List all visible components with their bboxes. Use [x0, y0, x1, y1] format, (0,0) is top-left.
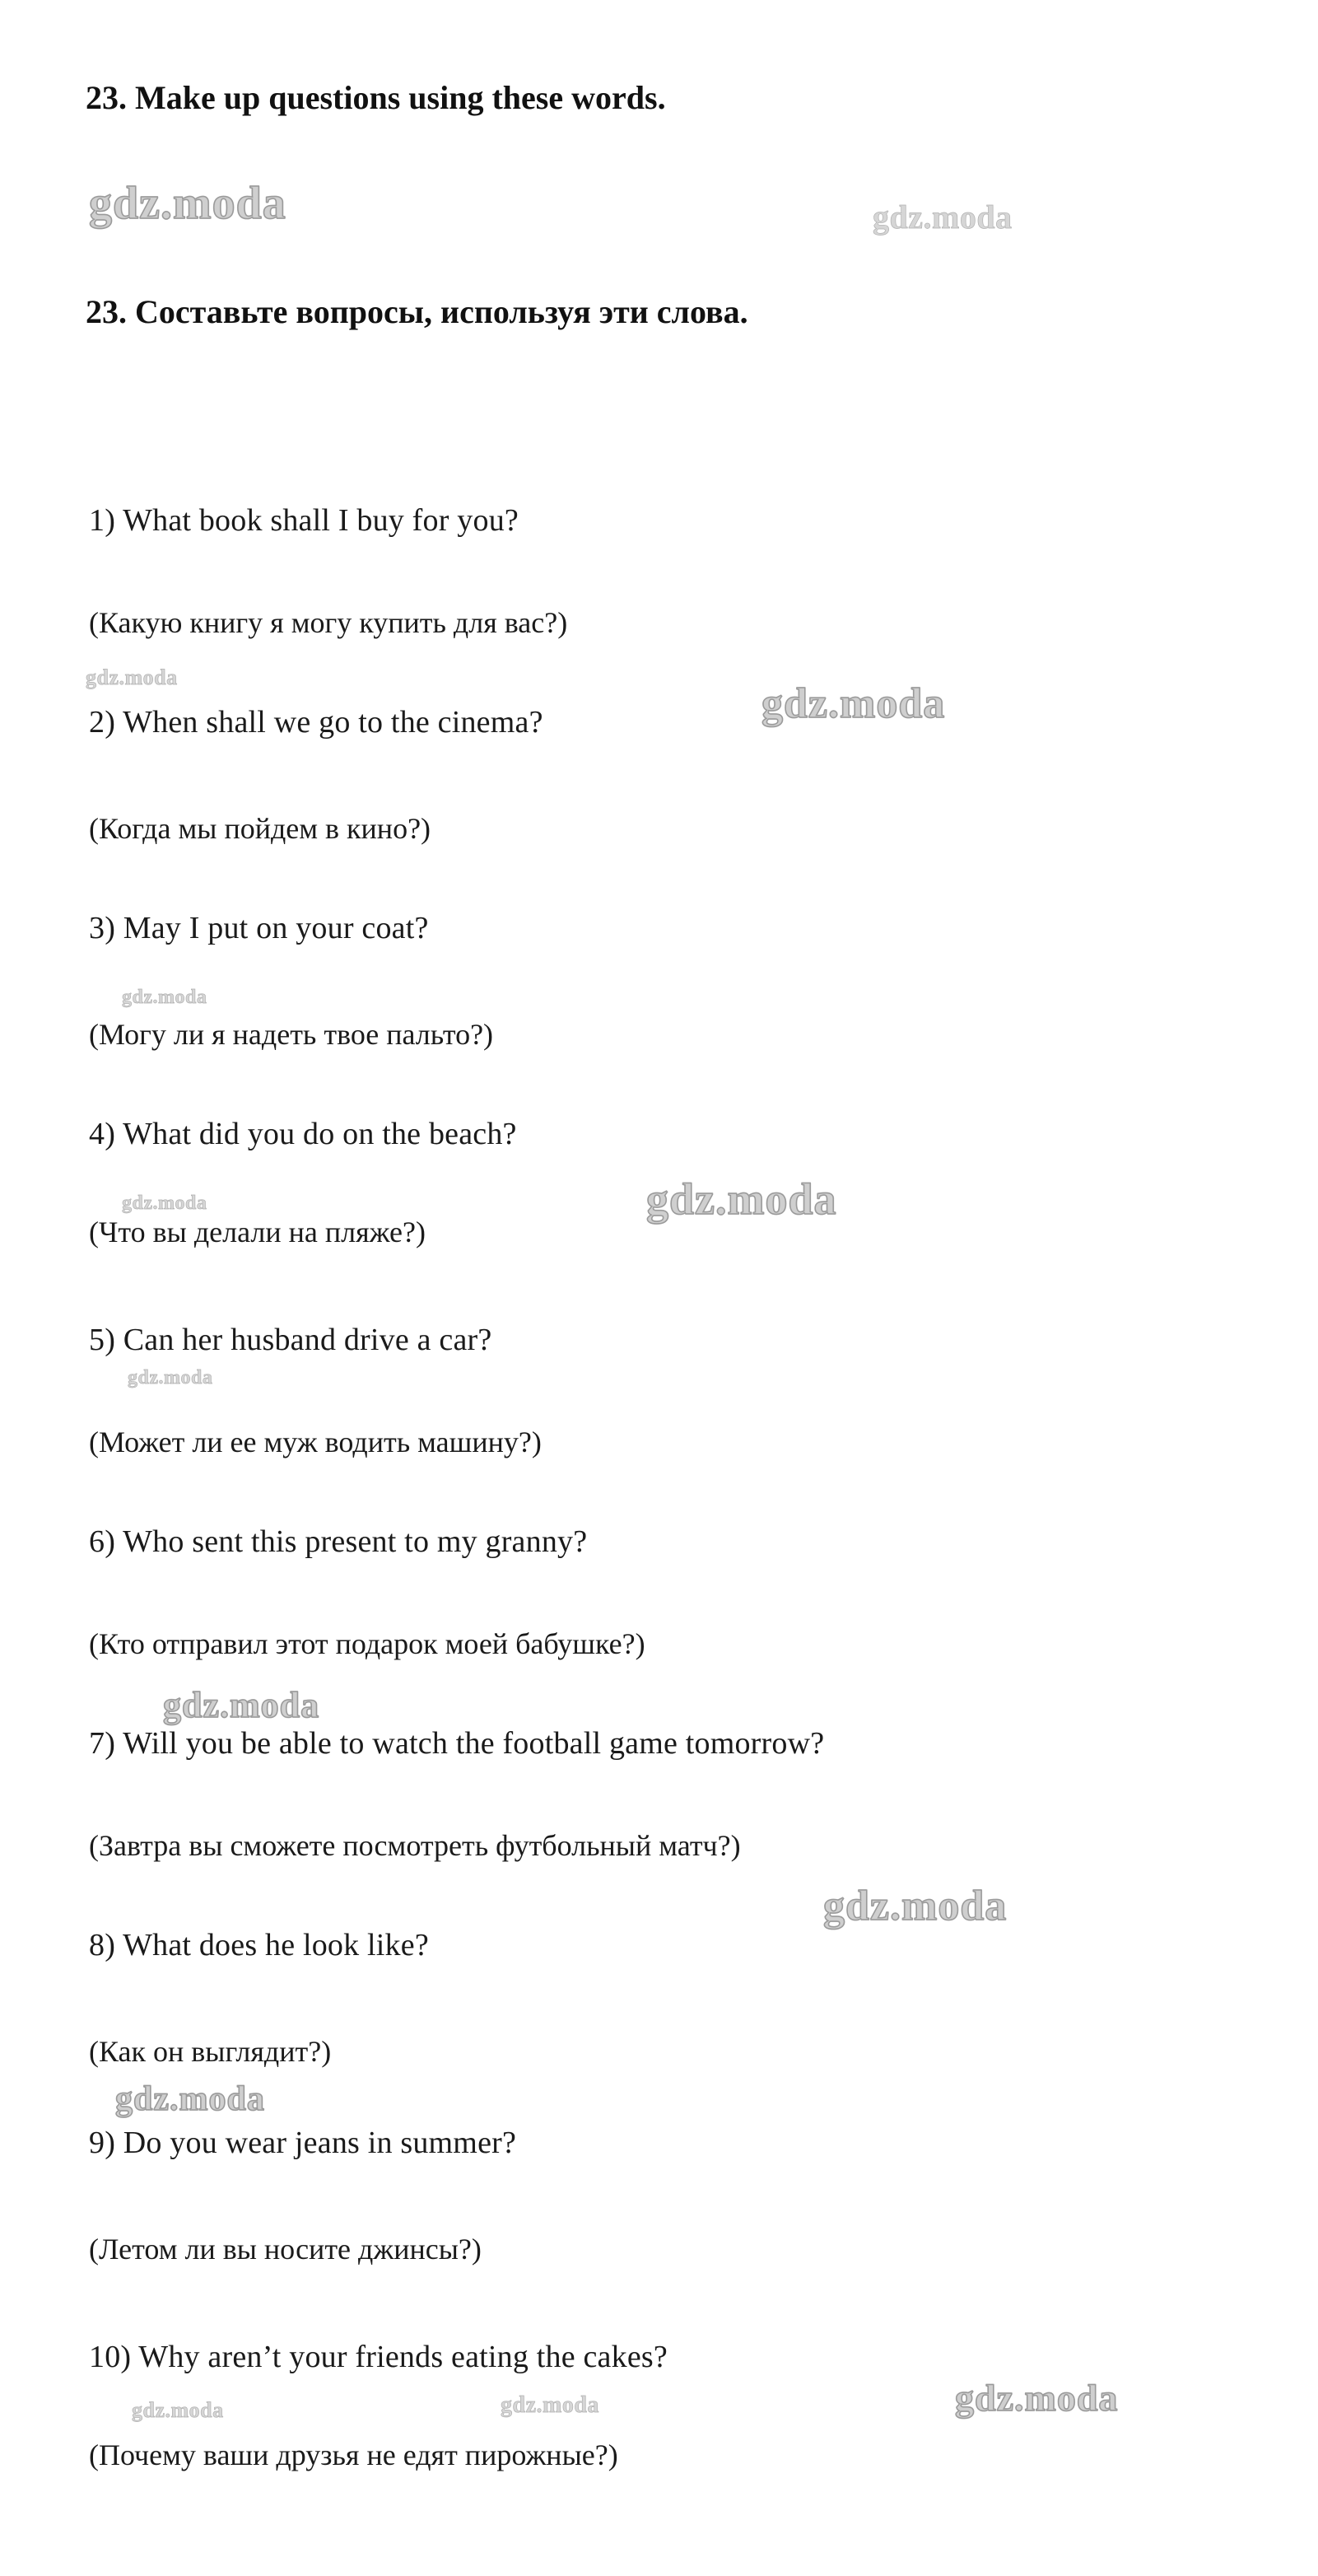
question-item: 9) Do you wear jeans in summer? [89, 2126, 517, 2160]
watermark-gdz-moda: gdz.moda [955, 2377, 1119, 2419]
watermark-gdz-moda: gdz.moda [115, 2080, 265, 2118]
watermark-gdz-moda: gdz.moda [873, 198, 1013, 236]
translation-item: (Летом ли вы носите джинсы?) [89, 2233, 482, 2266]
page-title-english: 23. Make up questions using these words. [86, 79, 666, 116]
page-title-russian: 23. Составьте вопросы, используя эти слова. [86, 293, 748, 330]
question-item: 6) Who sent this present to my granny? [89, 1524, 588, 1559]
translation-item: (Какую книгу я могу купить для вас?) [89, 606, 568, 639]
watermark-gdz-moda: gdz.moda [122, 1192, 207, 1214]
watermark-gdz-moda: gdz.moda [501, 2392, 599, 2418]
watermark-gdz-moda: gdz.moda [89, 178, 286, 229]
translation-item: (Когда мы пойдем в кино?) [89, 812, 431, 845]
question-item: 5) Can her husband drive a car? [89, 1323, 492, 1357]
translation-item: (Кто отправил этот подарок моей бабушке?) [89, 1627, 645, 1660]
watermark-gdz-moda: gdz.moda [823, 1883, 1008, 1930]
translation-item: (Может ли ее муж водить машину?) [89, 1426, 542, 1458]
watermark-gdz-moda: gdz.moda [122, 987, 207, 1008]
question-item: 10) Why aren’t your friends eating the cakes? [89, 2340, 668, 2374]
translation-item: (Почему ваши друзья не едят пирожные?) [89, 2438, 618, 2471]
question-item: 2) When shall we go to the cinema? [89, 705, 543, 740]
watermark-gdz-moda: gdz.moda [86, 665, 178, 689]
watermark-gdz-moda: gdz.moda [128, 1367, 213, 1388]
watermark-gdz-moda: gdz.moda [761, 680, 946, 727]
watermark-gdz-moda: gdz.moda [163, 1685, 320, 1725]
question-item: 8) What does he look like? [89, 1928, 429, 1962]
watermark-gdz-moda: gdz.moda [646, 1174, 837, 1224]
watermark-gdz-moda: gdz.moda [132, 2398, 224, 2422]
translation-item: (Завтра вы сможете посмотреть футбольный матч?) [89, 1829, 741, 1862]
question-item: 3) May I put on your coat? [89, 911, 429, 945]
translation-item: (Как он выглядит?) [89, 2035, 332, 2068]
question-item: 4) What did you do on the beach? [89, 1117, 517, 1151]
question-item: 7) Will you be able to watch the football game tomorrow? [89, 1726, 825, 1761]
translation-item: (Могу ли я надеть твое пальто?) [89, 1018, 494, 1051]
translation-item: (Что вы делали на пляже?) [89, 1216, 426, 1248]
question-item: 1) What book shall I buy for you? [89, 503, 519, 538]
